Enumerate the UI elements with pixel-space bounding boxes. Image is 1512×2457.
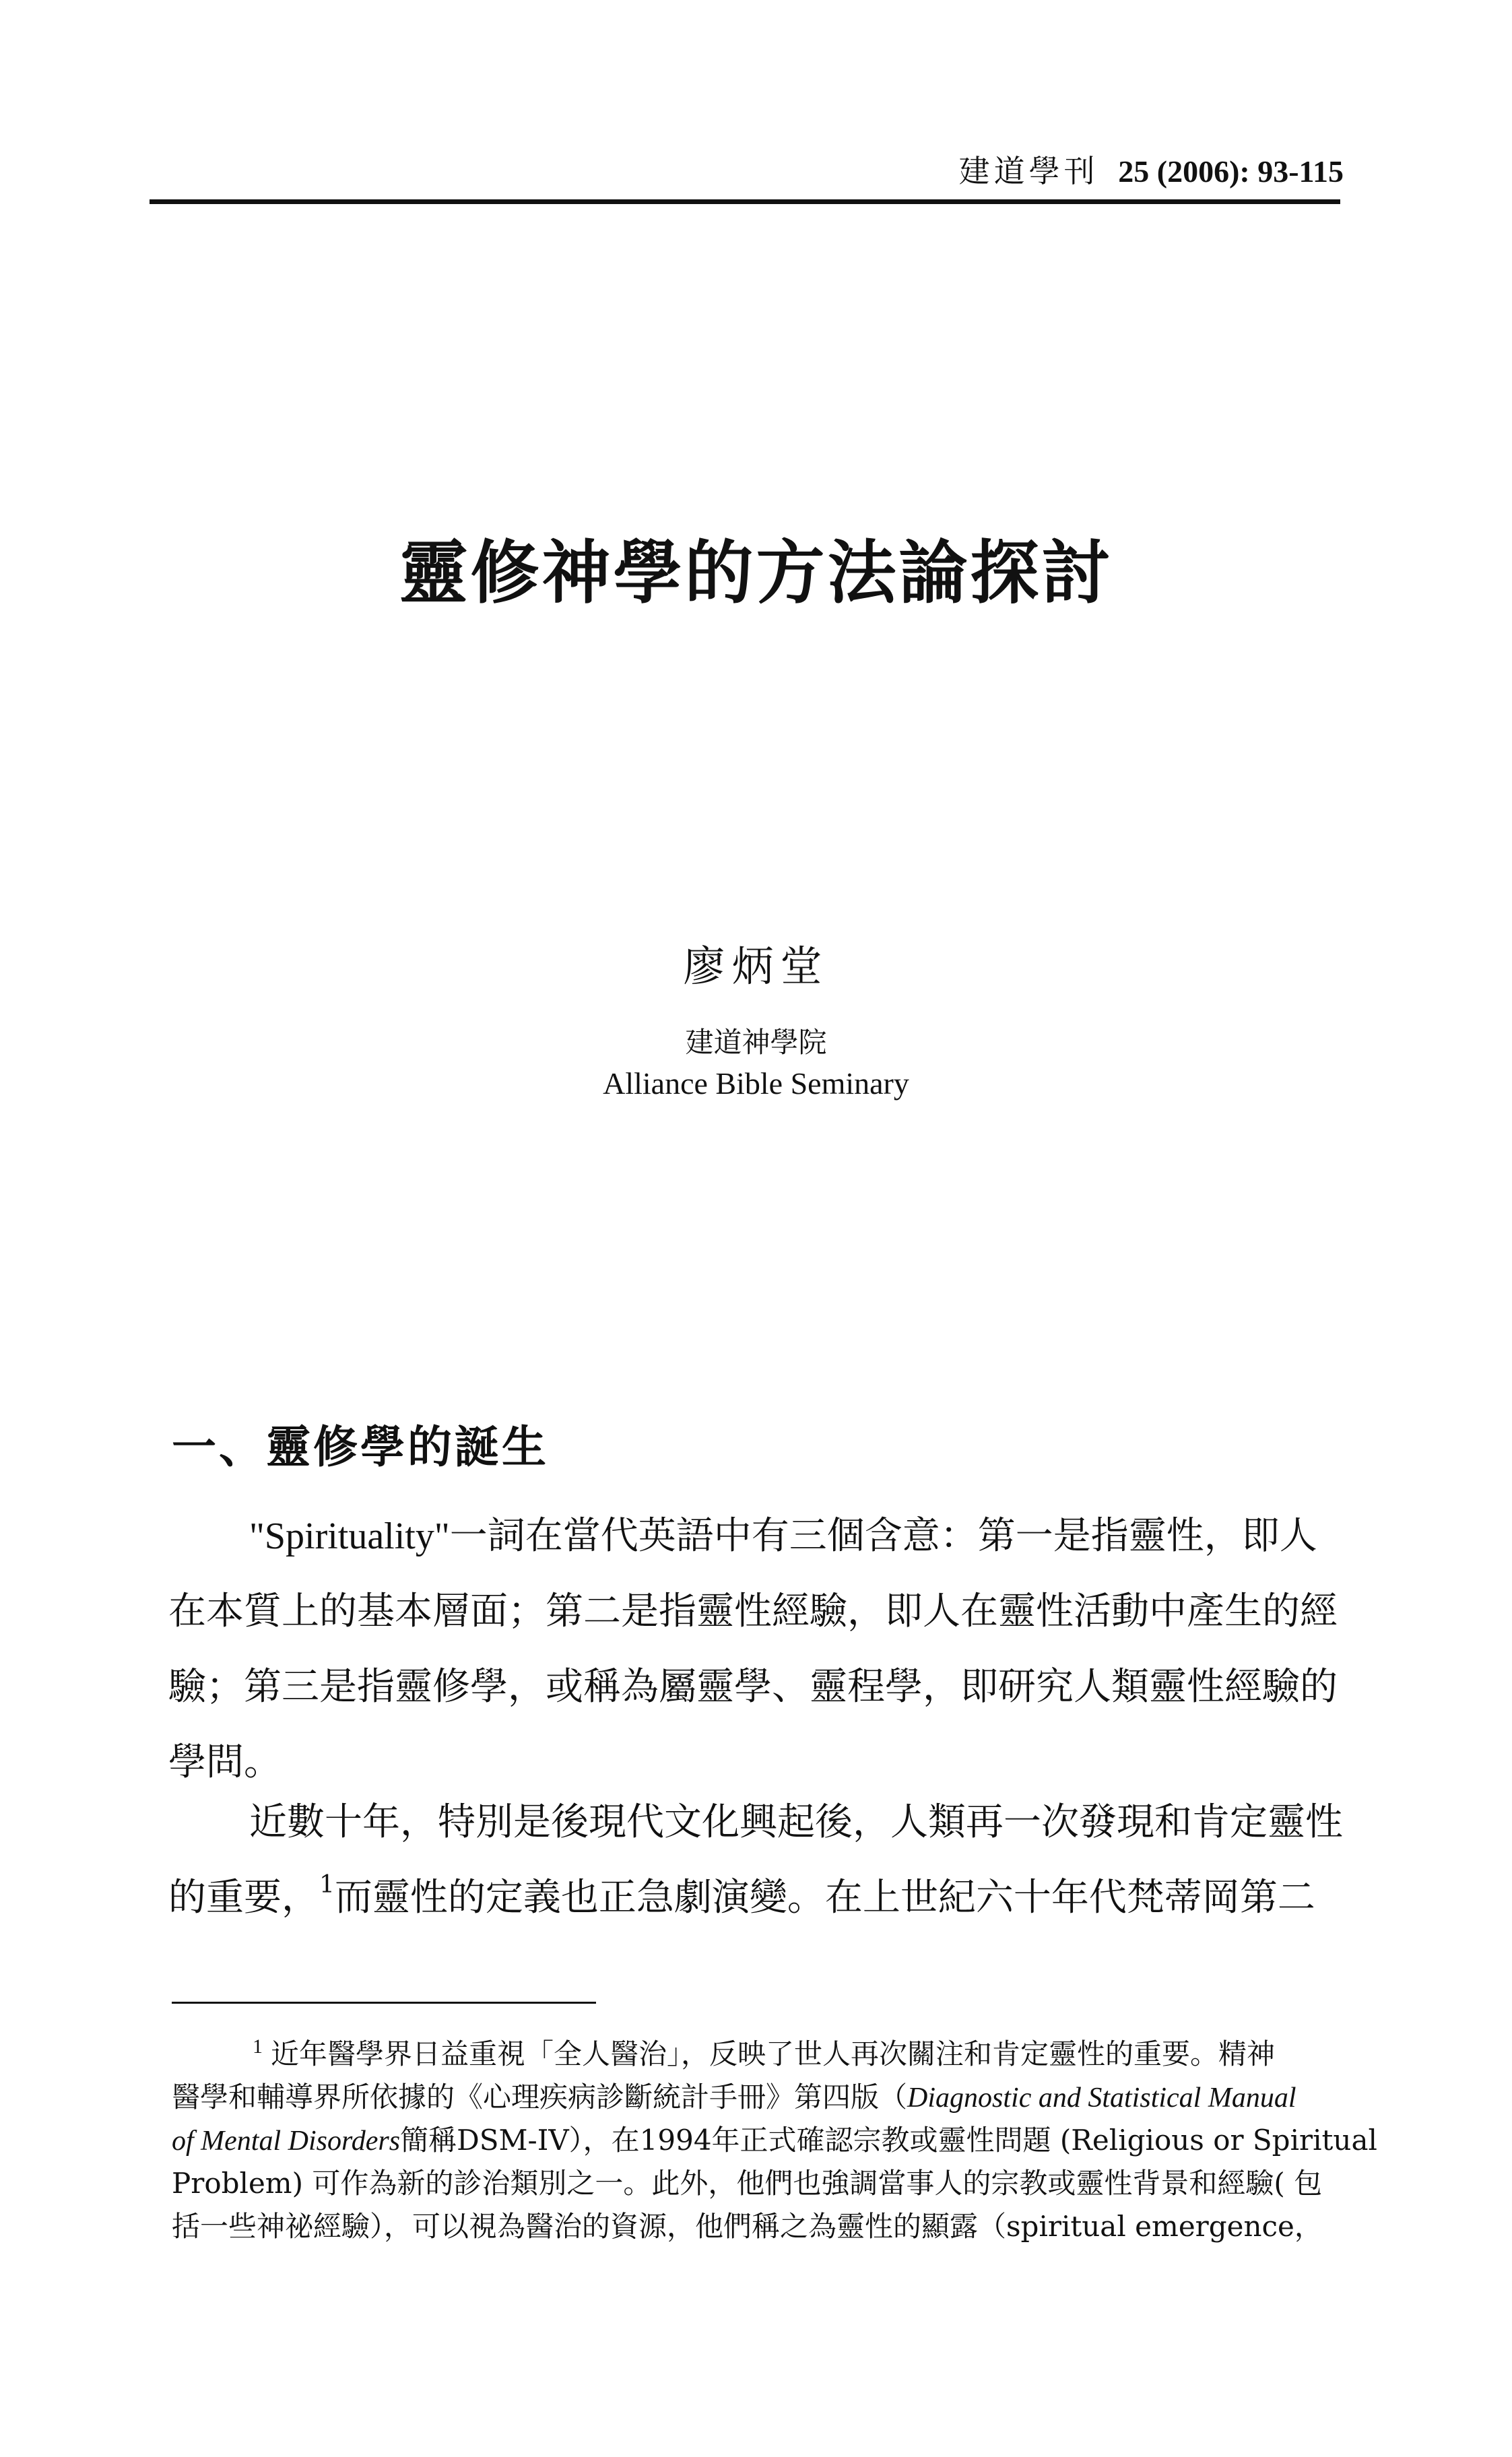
paragraph-text: 的重要， [168,1876,319,1920]
journal-volume-pages: 25 (2006): 93-115 [1118,154,1344,189]
paragraph-text: 一詞在當代英語中有三個含意：第一是指靈性，即人 [449,1514,1317,1558]
affiliation-english: Alliance Bible Seminary [603,1066,909,1101]
footnote-text: 醫學和輔導界所依據的《心理疾病診斷統計手冊》第四版（ [172,2081,908,2114]
footnote-number: 1 [253,2035,263,2058]
author-name: 廖炳堂 [683,942,829,991]
footnote-line [172,2076,1350,2119]
paragraph-line: 驗；第三是指靈修學，或稱為屬靈學、靈程學，即研究人類靈性經驗的 [168,1665,1338,1709]
header-rule [150,199,1340,204]
footnote-line: Problem) 可作為新的診治類別之一。此外，他們也強調當事人的宗教或靈性背景和經驗( 包 [172,2167,1323,2200]
footnote-1 [172,2033,1377,2248]
footnote-reference[interactable]: 1 [319,1871,335,1899]
paragraph-line [168,1860,1354,1936]
footnote-line [172,2119,1377,2162]
footnote-book-title: Diagnostic and Statistical Manual [907,2083,1296,2114]
journal-name: 建道學刊 [958,153,1099,189]
article-title: 靈修神學的方法論探討 [399,533,1113,614]
footnote-line: 括一些神祕經驗），可以視為醫治的資源，他們稱之為靈性的顯露（spiritual emergence， [172,2210,1323,2243]
paragraph-1 [168,1499,1354,1800]
paragraph-text: 而靈性的定義也正急劇演變。在上世紀六十年代梵蒂岡第二 [334,1876,1315,1920]
footnote-line [172,2033,1350,2076]
affiliation-chinese: 建道神學院 [685,1026,827,1059]
paragraph-line [168,1499,1354,1574]
paragraph-line: 在本質上的基本層面；第二是指靈性經驗，即人在靈性活動中產生的經 [168,1590,1338,1633]
running-header [959,147,1344,191]
section-heading: 一、靈修學的誕生 [172,1421,549,1473]
footnote-book-title: of Mental Disorders [172,2126,401,2157]
footnote-text: 簡稱DSM-IV），在1994年正式確認宗教或靈性問題 (Religious or Spiritual [400,2124,1377,2157]
footnote-text: 近年醫學界日益重視「全人醫治」，反映了世人再次關注和肯定靈性的重要。精神 [271,2037,1276,2070]
paragraph-line: 學問。 [168,1740,282,1784]
paragraph-2 [168,1785,1354,1936]
footnote-rule [172,2002,596,2004]
term-spirituality: "Spirituality" [249,1515,450,1557]
paragraph-line: 近數十年，特別是後現代文化興起後，人類再一次發現和肯定靈性 [249,1800,1343,1844]
